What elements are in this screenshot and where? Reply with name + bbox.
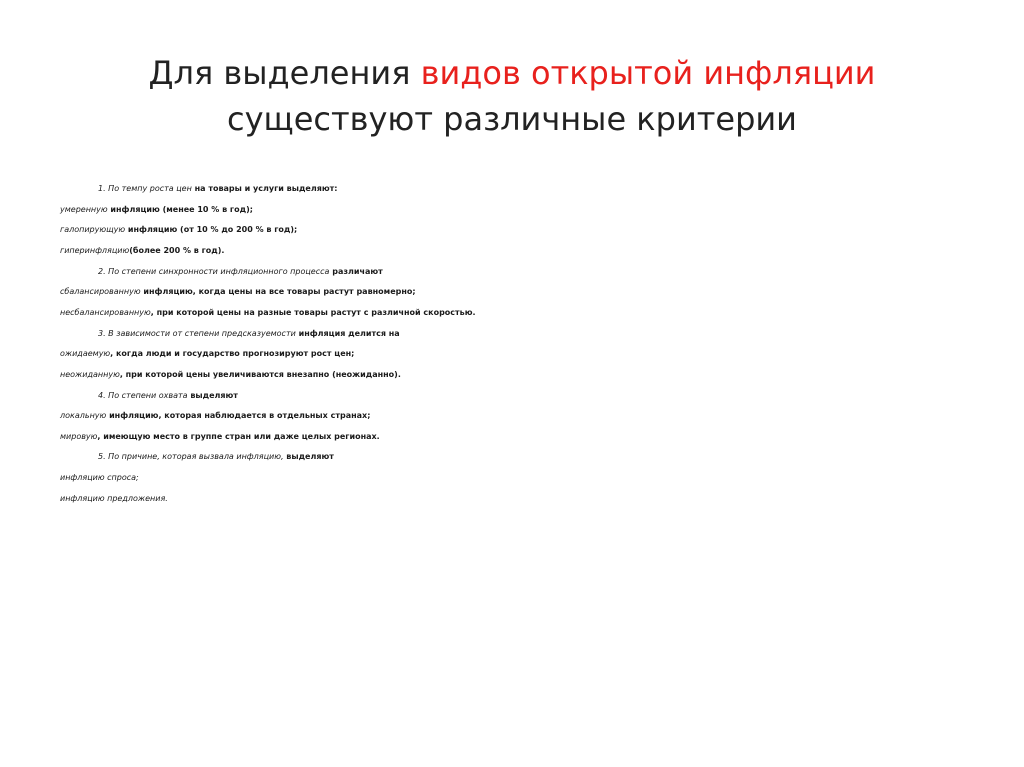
criterion-heading-2: 2. По степени синхронности инфляционного процесса различают [98,267,383,276]
list-item: несбалансированную, при которой цены на разные товары растут с различной скоростью. [60,308,476,317]
criterion-heading-4: 4. По степени охвата выделяют [98,391,238,400]
criterion-heading-1: 1. По темпу роста цен на товары и услуги выделяют: [98,184,338,193]
list-item: галопирующую инфляцию (от 10 % до 200 % в год); [60,225,298,234]
list-item: инфляцию предложения. [60,494,168,503]
title-part1: Для выделения [148,54,421,92]
criterion-heading-5: 5. По причине, которая вызвала инфляцию, выделяют [98,452,334,461]
list-item: ожидаемую, когда люди и государство прогнозируют рост цен; [60,349,355,358]
criterion-heading-3: 3. В зависимости от степени предсказуемости инфляция делится на [98,329,400,338]
title-accent: видов открытой инфляции [420,54,876,92]
list-item: инфляцию спроса; [60,473,139,482]
list-item: гиперинфляцию(более 200 % в год). [60,246,225,255]
list-item: мировую, имеющую место в группе стран или даже целых регионах. [60,432,380,441]
list-item: сбалансированную инфляцию, когда цены на все товары растут равномерно; [60,287,416,296]
list-item: локальную инфляцию, которая наблюдается в отдельных странах; [60,411,371,420]
list-item: умеренную инфляцию (менее 10 % в год); [60,205,253,214]
slide-title [60,50,964,142]
list-item: неожиданную, при которой цены увеличиваются внезапно (неожиданно). [60,370,401,379]
title-line2: существуют различные критерии [227,100,797,138]
